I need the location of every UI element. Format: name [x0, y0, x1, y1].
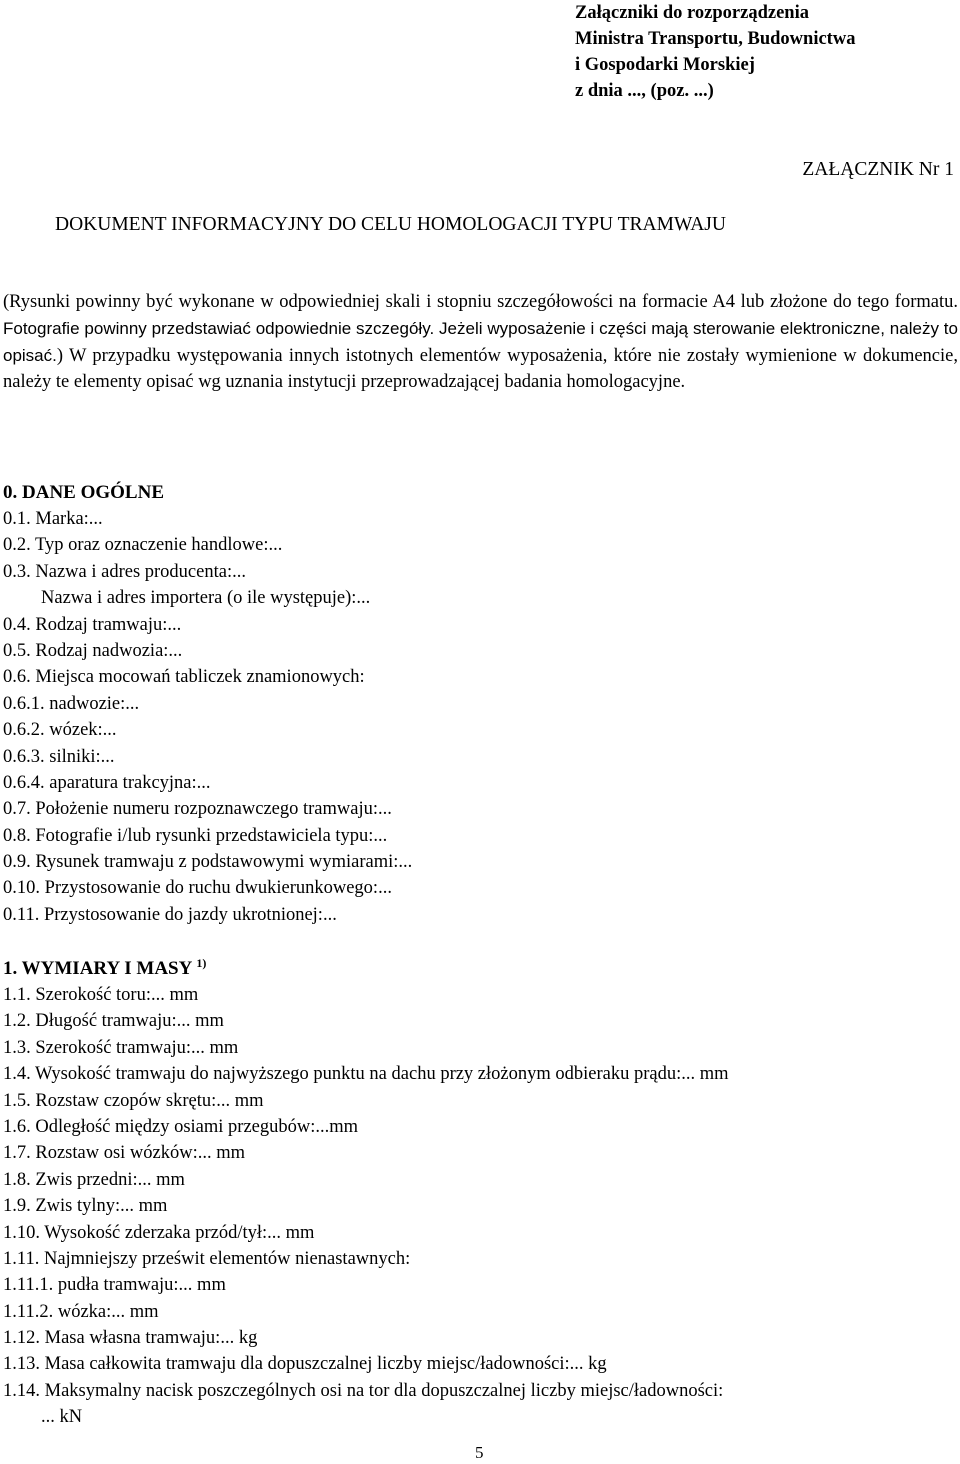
list-item — [3, 1193, 958, 1219]
item-number: 0.2. — [3, 535, 31, 556]
header-line: Ministra Transportu, Budownictwa — [575, 29, 856, 49]
list-item — [3, 1088, 958, 1114]
item-number: 1.11.1. — [3, 1275, 54, 1296]
item-text: Rozstaw osi wózków:... mm — [35, 1143, 246, 1164]
item-number: 1.4. — [3, 1064, 31, 1085]
list-item — [3, 1114, 958, 1140]
list-item — [3, 823, 958, 849]
item-number: 1.12. — [3, 1328, 40, 1349]
header-line: i Gospodarki Morskiej — [575, 55, 755, 75]
item-text: Maksymalny nacisk poszczególnych osi na tor dla dopuszczalnej liczby miejsc/ładowności: — [44, 1380, 724, 1401]
regulation-header — [575, 0, 855, 104]
item-text: Zwis tylny:... mm — [35, 1196, 168, 1217]
section-items — [3, 506, 958, 928]
list-item — [3, 1299, 958, 1325]
list-item — [3, 638, 958, 664]
item-text: Położenie numeru rozpoznawczego tramwaju:... — [35, 799, 392, 820]
item-number: 1.13. — [3, 1354, 40, 1375]
item-text: Masa całkowita tramwaju dla dopuszczalnej liczby miejsc/ładowności:... kg — [44, 1354, 607, 1375]
item-number: 1.3. — [3, 1037, 31, 1058]
list-item — [3, 1351, 958, 1377]
item-text: Typ oraz oznaczenie handlowe:... — [35, 535, 283, 556]
item-text: Rozstaw czopów skrętu:... mm — [35, 1090, 264, 1111]
item-number: 0.6.2. — [3, 720, 45, 741]
item-text: Nazwa i adres producenta:... — [35, 561, 246, 582]
item-text: Masa własna tramwaju:... kg — [44, 1328, 258, 1349]
item-number: 1.11. — [3, 1248, 40, 1269]
list-item — [3, 506, 958, 532]
item-number: 1.7. — [3, 1143, 31, 1164]
item-text: Zwis przedni:... mm — [35, 1169, 185, 1190]
item-number: 1.5. — [3, 1090, 31, 1111]
item-text: pudła tramwaju:... mm — [57, 1275, 226, 1296]
item-number: 0.11. — [3, 904, 40, 925]
item-text: nadwozie:... — [49, 693, 140, 714]
item-text: Wysokość zderzaka przód/tył:... mm — [44, 1222, 315, 1243]
list-item — [3, 1272, 958, 1298]
item-number: 1.2. — [3, 1011, 31, 1032]
header-line: z dnia ..., (poz. ...) — [575, 81, 714, 101]
list-item — [3, 1378, 958, 1404]
intro-part-3: ) W przypadku występowania innych istotnych elementów wyposażenia, które nie zostały wymienione w dokumencie, należy te elementy opisać wg uznania instytucji przeprowadzającej badania homologacyjne. — [3, 345, 958, 393]
item-number: 1.6. — [3, 1116, 31, 1137]
section-general-data — [3, 479, 958, 928]
item-number: 0.9. — [3, 852, 31, 873]
list-item — [3, 612, 958, 638]
item-number: 1.14. — [3, 1380, 40, 1401]
list-item — [3, 875, 958, 901]
item-text: Przystosowanie do ruchu dwukierunkowego:... — [44, 878, 392, 899]
item-text: Nazwa i adres importera (o ile występuje):... — [41, 588, 371, 609]
list-item — [3, 717, 958, 743]
list-item — [3, 1035, 958, 1061]
list-item — [3, 664, 958, 690]
intro-paragraph — [3, 289, 958, 396]
list-item — [3, 770, 958, 796]
section-items — [3, 982, 958, 1431]
item-number: 0.6. — [3, 667, 31, 688]
item-text: Najmniejszy prześwit elementów nienastawnych: — [43, 1248, 411, 1269]
intro-part-1: (Rysunki powinny być wykonane w odpowiedniej skali i stopniu szczegółowości na formacie A4 lub złożone do tego formatu. — [3, 292, 958, 312]
item-number: 0.6.3. — [3, 746, 45, 767]
item-text: wózka:... mm — [57, 1301, 159, 1322]
document-title: DOKUMENT INFORMACYJNY DO CELU HOMOLOGACJI TYPU TRAMWAJU — [55, 214, 726, 235]
list-item — [3, 691, 958, 717]
list-item — [3, 1140, 958, 1166]
item-text: Fotografie i/lub rysunki przedstawiciela typu:... — [35, 825, 388, 846]
item-text: Rysunek tramwaju z podstawowymi wymiarami:... — [35, 852, 413, 873]
page-number: 5 — [475, 1443, 484, 1462]
item-number: 1.8. — [3, 1169, 31, 1190]
item-text: Wysokość tramwaju do najwyższego punktu na dachu przy złożonym odbieraku prądu:... mm — [35, 1064, 729, 1085]
annex-label: ZAŁĄCZNIK Nr 1 — [802, 159, 954, 180]
item-number: 1.1. — [3, 985, 31, 1005]
item-number: 1.11.2. — [3, 1301, 54, 1322]
item-text: Szerokość toru:... mm — [35, 985, 199, 1005]
item-number: 0.1. — [3, 509, 31, 529]
item-text: silniki:... — [49, 746, 115, 767]
item-number: 0.4. — [3, 614, 31, 635]
item-text: Miejsca mocowań tabliczek znamionowych: — [35, 667, 365, 688]
section-heading: 0. DANE OGÓLNE — [3, 482, 164, 503]
item-number: 1.10. — [3, 1222, 40, 1243]
list-item — [3, 585, 958, 611]
item-number: 0.10. — [3, 878, 40, 899]
list-item — [3, 796, 958, 822]
section-heading — [3, 955, 958, 982]
item-number: 0.6.4. — [3, 772, 45, 793]
list-item — [3, 982, 958, 1008]
item-text: wózek:... — [49, 720, 117, 741]
item-number: 0.3. — [3, 561, 31, 582]
list-item — [3, 1325, 958, 1351]
item-number: 0.5. — [3, 640, 31, 661]
header-line: Załączniki do rozporządzenia — [575, 3, 809, 23]
list-item — [3, 1167, 958, 1193]
item-text: Odległość między osiami przegubów:...mm — [35, 1116, 359, 1137]
list-item — [3, 532, 958, 558]
item-number: 0.6.1. — [3, 693, 45, 714]
list-item — [3, 1404, 958, 1430]
item-number: 1.9. — [3, 1196, 31, 1217]
item-text: Marka:... — [35, 509, 103, 529]
section-heading-text: 1. WYMIARY I MASY — [3, 958, 192, 979]
item-text: Rodzaj tramwaju:... — [35, 614, 182, 635]
item-text: aparatura trakcyjna:... — [49, 772, 211, 793]
item-text: Przystosowanie do jazdy ukrotnionej:... — [43, 904, 337, 925]
list-item — [3, 1061, 958, 1087]
item-text: Długość tramwaju:... mm — [35, 1011, 224, 1032]
list-item — [3, 849, 958, 875]
item-text: ... kN — [41, 1407, 83, 1428]
list-item — [3, 902, 958, 928]
item-text: Rodzaj nadwozia:... — [35, 640, 183, 661]
list-item — [3, 559, 958, 585]
footnote-ref: 1) — [196, 956, 207, 970]
list-item — [3, 1008, 958, 1034]
item-number: 0.7. — [3, 799, 31, 820]
section-dimensions-masses — [3, 955, 958, 1431]
item-number: 0.8. — [3, 825, 31, 846]
list-item — [3, 1246, 958, 1272]
list-item — [3, 744, 958, 770]
intro-part-2: Fotografie powinny przedstawiać odpowiednie szczegóły. Jeżeli wyposażenie i części mają sterowanie elektroniczne, należy to opisać. — [3, 318, 958, 365]
list-item — [3, 1220, 958, 1246]
item-text: Szerokość tramwaju:... mm — [35, 1037, 239, 1058]
